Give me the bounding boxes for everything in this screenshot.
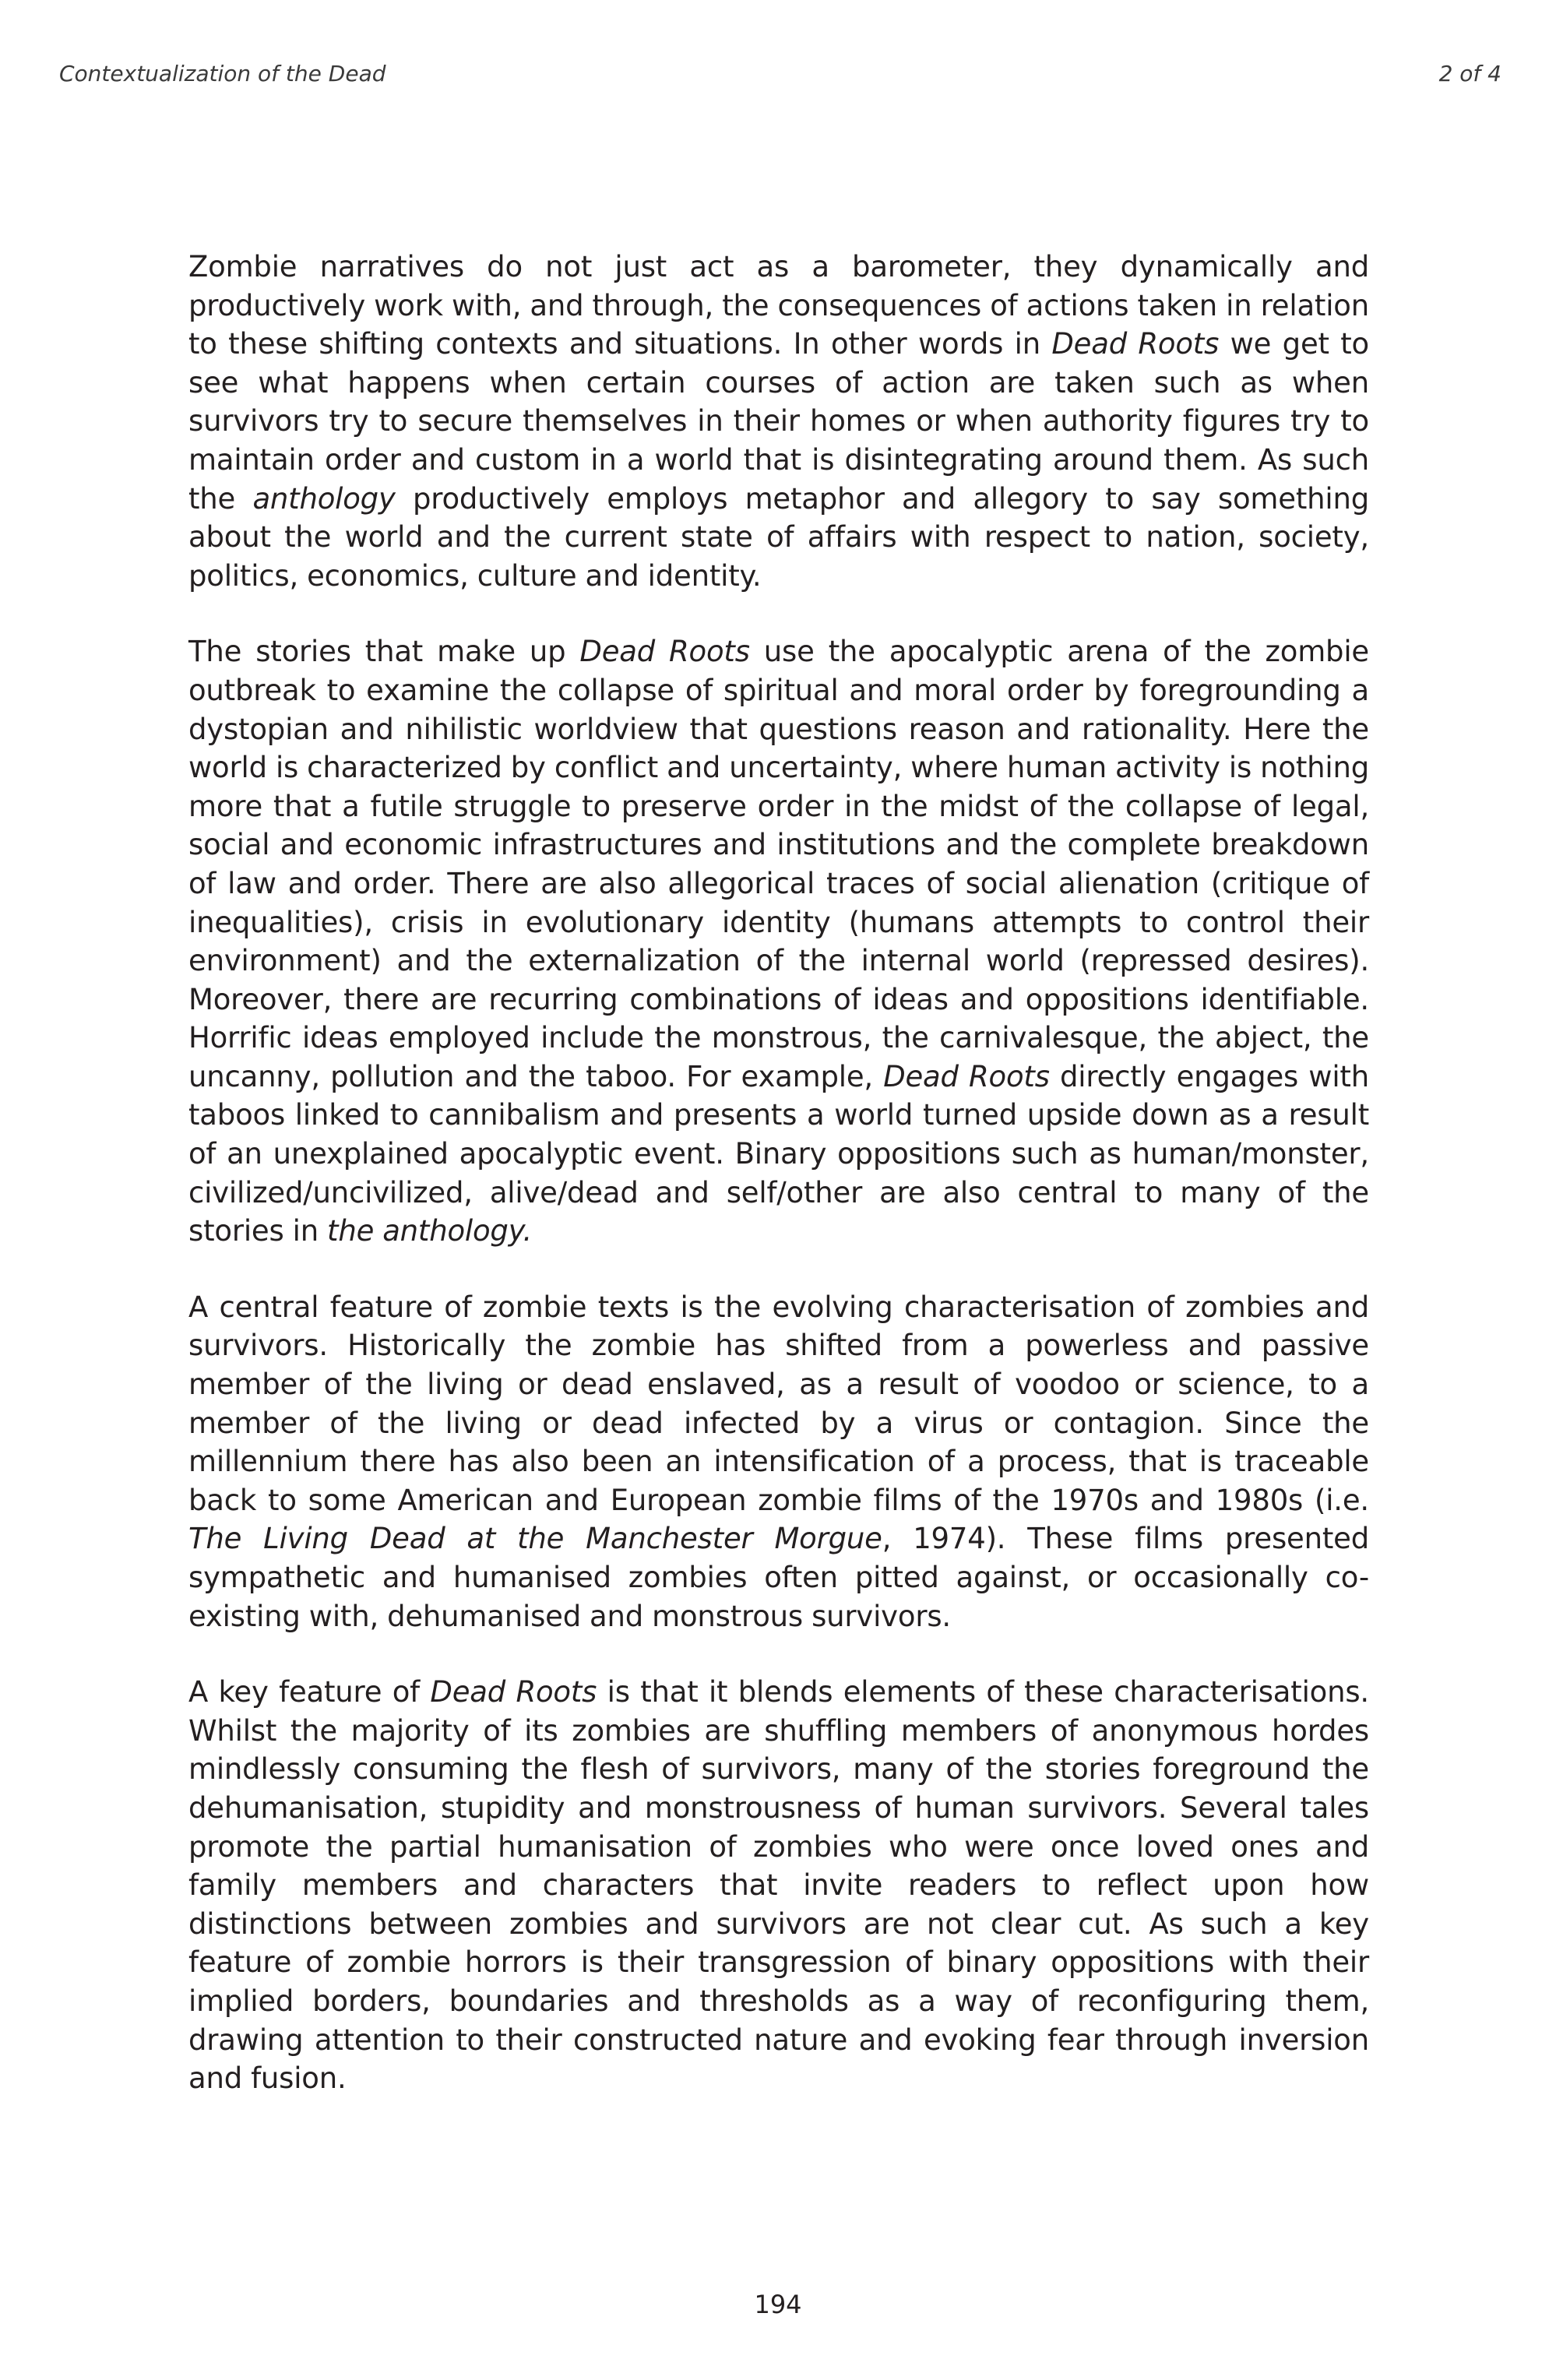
text-run: A key feature of: [188, 1675, 431, 1709]
running-title: Contextualization of the Dead: [59, 60, 386, 86]
text-run: is that it blends elements of these characterisations. Whilst the majority of its zombies are shuffling members of anonymous hordes mindlessly consuming the flesh of survivors, many of the stories foreground the dehumanisation, stupidity and monstrousness of human survivors. Several tales promote the partial humanisation of zombies who were once loved ones and family members and characters that invite readers to reflect upon how distinctions between zombies and survivors are not clear cut. As such a key feature of zombie horrors is their transgression of binary oppositions with their implied borders, boundaries and thresholds as a way of reconfiguring them, drawing attention to their constructed nature and evoking fear through inversion and fusion.: [188, 1675, 1369, 2096]
italic-title: The Living Dead at the Manchester Morgue: [188, 1522, 882, 1556]
text-run: productively employs metaphor and allegory to say something about the world and the current state of affairs with respect to nation, society, politics, economics, culture and identity.: [188, 481, 1369, 593]
text-run: , 1974). These films presented sympathetic and humanised zombies often pitted against, or occasionally co-existing with, dehumanised and monstrous survivors.: [188, 1522, 1369, 1633]
text-run: A central feature of zombie texts is the evolving characterisation of zombies and survivors. Historically the zombie has shifted from a powerless and passive member of the living or dead enslaved, as a result of voodoo or science, to a member of the living or dead infected by a virus or contagion. Since the millennium there has also been an intensification of a process, that is traceable back to some American and European zombie films of the 1970s and 1980s (i.e.: [188, 1290, 1369, 1517]
italic-title: Dead Roots: [579, 635, 750, 669]
italic-title: anthology: [252, 481, 396, 516]
paragraph: [188, 248, 1369, 595]
text-run: directly engages with taboos linked to cannibalism and presents a world turned upside down as a result of an unexplained apocalyptic event. Binary oppositions such as human/monster, civilized/uncivilized, alive/dead and self/other are also central to many of the stories in: [188, 1059, 1369, 1248]
page-count: 2 of 4: [1438, 60, 1501, 86]
italic-title: Dead Roots: [430, 1675, 597, 1709]
paragraph: [188, 1673, 1369, 2098]
text-run: Zombie narratives do not just act as a barometer, they dynamically and productively work with, and through, the consequences of actions taken in relation to these shifting contexts and situations. In other words in: [188, 250, 1369, 361]
text-run: use the apocalyptic arena of the zombie outbreak to examine the collapse of spiritual and moral order by foregrounding a dystopian and nihilistic worldview that questions reason and rationality. Here the world is characterized by conflict and uncertainty, where human activity is nothing more that a futile struggle to preserve order in the midst of the collapse of legal, social and economic infrastructures and institutions and the complete breakdown of law and order. There are also allegorical traces of social alienation (critique of inequalities), crisis in evolutionary identity (humans attempts to control their environment) and the externalization of the internal world (repressed desires). Moreover, there are recurring combinations of ideas and oppositions identifiable. Horrific ideas employed include the monstrous, the carnivalesque, the abject, the uncanny, pollution and the taboo. For example,: [188, 635, 1369, 1093]
paragraph: [188, 632, 1369, 1251]
page-number: 194: [754, 2290, 802, 2319]
italic-title: Dead Roots: [1051, 327, 1220, 361]
italic-title: the anthology.: [327, 1214, 533, 1248]
running-header: [59, 58, 1501, 89]
body-text: [188, 248, 1369, 2135]
paragraph: [188, 1288, 1369, 1635]
italic-title: Dead Roots: [883, 1059, 1050, 1093]
text-run: The stories that make up: [188, 635, 580, 669]
text-run: we get to see what happens when certain courses of action are taken such as when survivors try to secure themselves in their homes or when authority figures try to maintain order and custom in a world that is disintegrating around them. As such the: [188, 327, 1369, 516]
